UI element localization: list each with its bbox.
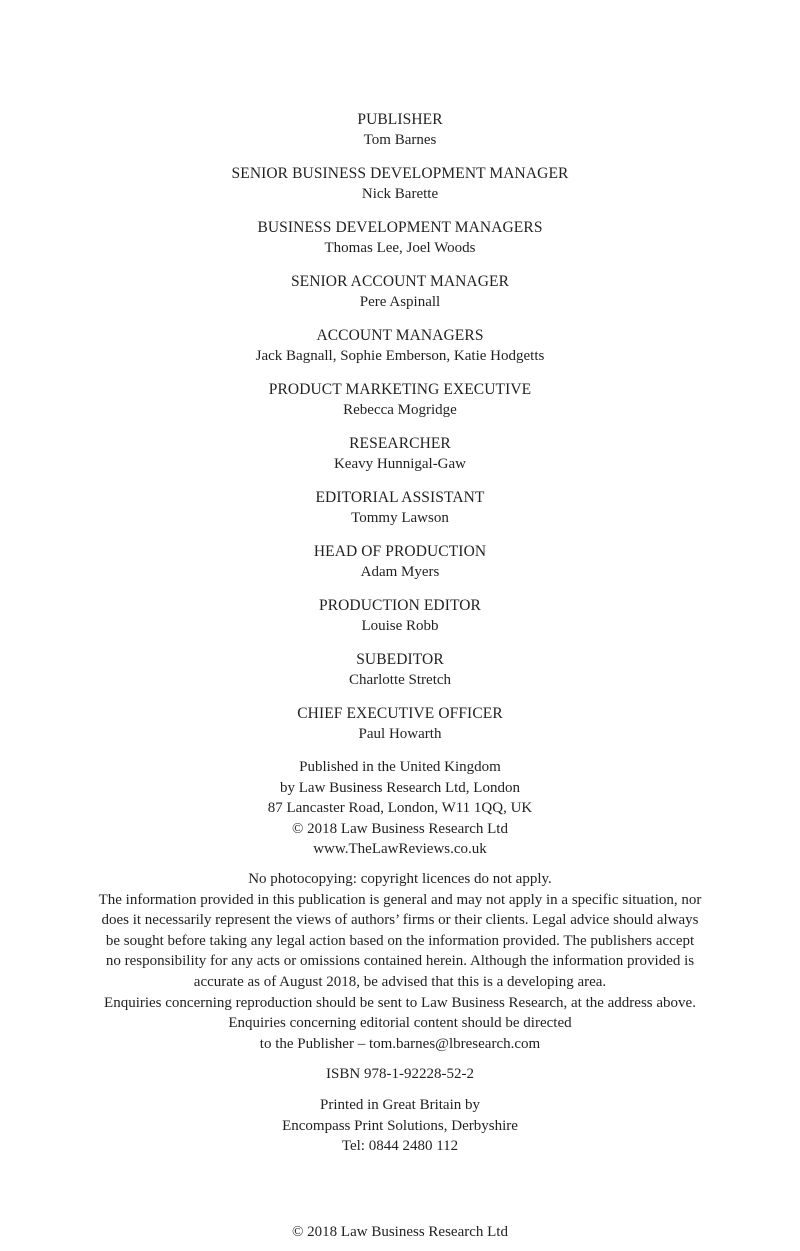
role-title: PRODUCTION EDITOR [318, 597, 481, 614]
person-name: Louise Robb [361, 618, 439, 634]
person-name: Paul Howarth [358, 726, 442, 742]
disclaimer-line: be sought before taking any legal action based on the information provided. The publishers accept [105, 932, 695, 949]
disclaimer-line: The information provided in this publication is general and may not apply in a specific situation, nor [98, 891, 702, 908]
disclaimer [0, 869, 800, 1054]
staff-entry-senior-account-manager [0, 271, 800, 313]
printer-details [0, 1095, 800, 1157]
person-name: Jack Bagnall, Sophie Emberson, Katie Hodgetts [255, 348, 545, 364]
disclaimer-line: accurate as of August 2018, be advised that this is a developing area. [193, 973, 607, 990]
role-title: EDITORIAL ASSISTANT [315, 489, 485, 506]
staff-entry-head-of-production [0, 541, 800, 583]
printer-phone: Tel: 0844 2480 112 [341, 1138, 459, 1155]
person-name: Keavy Hunnigal-Gaw [333, 456, 467, 472]
disclaimer-line: Enquiries concerning editorial content should be directed [228, 1015, 572, 1032]
staff-entry-editorial-assistant [0, 487, 800, 529]
person-name: Rebecca Mogridge [343, 402, 457, 418]
staff-entry-product-marketing-executive [0, 379, 800, 421]
person-name: Pere Aspinall [359, 294, 441, 310]
isbn [0, 1064, 800, 1085]
person-name: Nick Barette [361, 186, 439, 202]
staff-entry-subeditor [0, 649, 800, 691]
role-title: SUBEDITOR [356, 651, 444, 668]
page-footer-copyright: © 2018 Law Business Research Ltd [292, 1224, 508, 1240]
publication-line: 87 Lancaster Road, London, W11 1QQ, UK [267, 800, 533, 817]
publication-details [0, 757, 800, 860]
role-title: HEAD OF PRODUCTION [313, 543, 487, 560]
role-title: CHIEF EXECUTIVE OFFICER [297, 705, 503, 722]
website-link[interactable]: www.TheLawReviews.co.uk [313, 841, 487, 858]
person-name: Tom Barnes [363, 132, 437, 148]
printer-line: Printed in Great Britain by [320, 1096, 480, 1113]
person-name: Charlotte Stretch [348, 672, 452, 688]
disclaimer-line: does it necessarily represent the views of authors’ firms or their clients. Legal advice should always [101, 912, 699, 929]
disclaimer-line: no responsibility for any acts or omissions contained herein. Although the information provided is [105, 953, 695, 970]
role-title: PRODUCT MARKETING EXECUTIVE [268, 381, 532, 398]
role-title: SENIOR ACCOUNT MANAGER [290, 273, 510, 290]
role-title: PUBLISHER [357, 111, 443, 128]
disclaimer-line: No photocopying: copyright licences do not apply. [248, 870, 552, 887]
copyright-line: © 2018 Law Business Research Ltd [292, 820, 508, 837]
disclaimer-line: Enquiries concerning reproduction should be sent to Law Business Research, at the address above. [104, 994, 696, 1011]
staff-list [0, 109, 800, 745]
role-title: RESEARCHER [349, 435, 451, 452]
person-name: Adam Myers [360, 564, 440, 580]
isbn-number: ISBN 978-1-92228-52-2 [326, 1066, 474, 1083]
person-name: Thomas Lee, Joel Woods [324, 240, 476, 256]
person-name: Tommy Lawson [351, 510, 449, 526]
printer-line: Encompass Print Solutions, Derbyshire [282, 1117, 518, 1134]
staff-entry-senior-business-development-manager [0, 163, 800, 205]
role-title: ACCOUNT MANAGERS [316, 327, 484, 344]
role-title: BUSINESS DEVELOPMENT MANAGERS [257, 219, 543, 236]
role-title: SENIOR BUSINESS DEVELOPMENT MANAGER [231, 165, 569, 182]
staff-entry-researcher [0, 433, 800, 475]
staff-entry-business-development-managers [0, 217, 800, 259]
staff-entry-chief-executive-officer [0, 703, 800, 745]
publication-line: by Law Business Research Ltd, London [280, 779, 520, 796]
imprint-page [0, 109, 800, 1157]
staff-entry-production-editor [0, 595, 800, 637]
staff-entry-publisher [0, 109, 800, 151]
publication-line: Published in the United Kingdom [299, 759, 501, 775]
staff-entry-account-managers [0, 325, 800, 367]
publisher-contact-line[interactable]: to the Publisher – tom.barnes@lbresearch.com [259, 1035, 541, 1052]
